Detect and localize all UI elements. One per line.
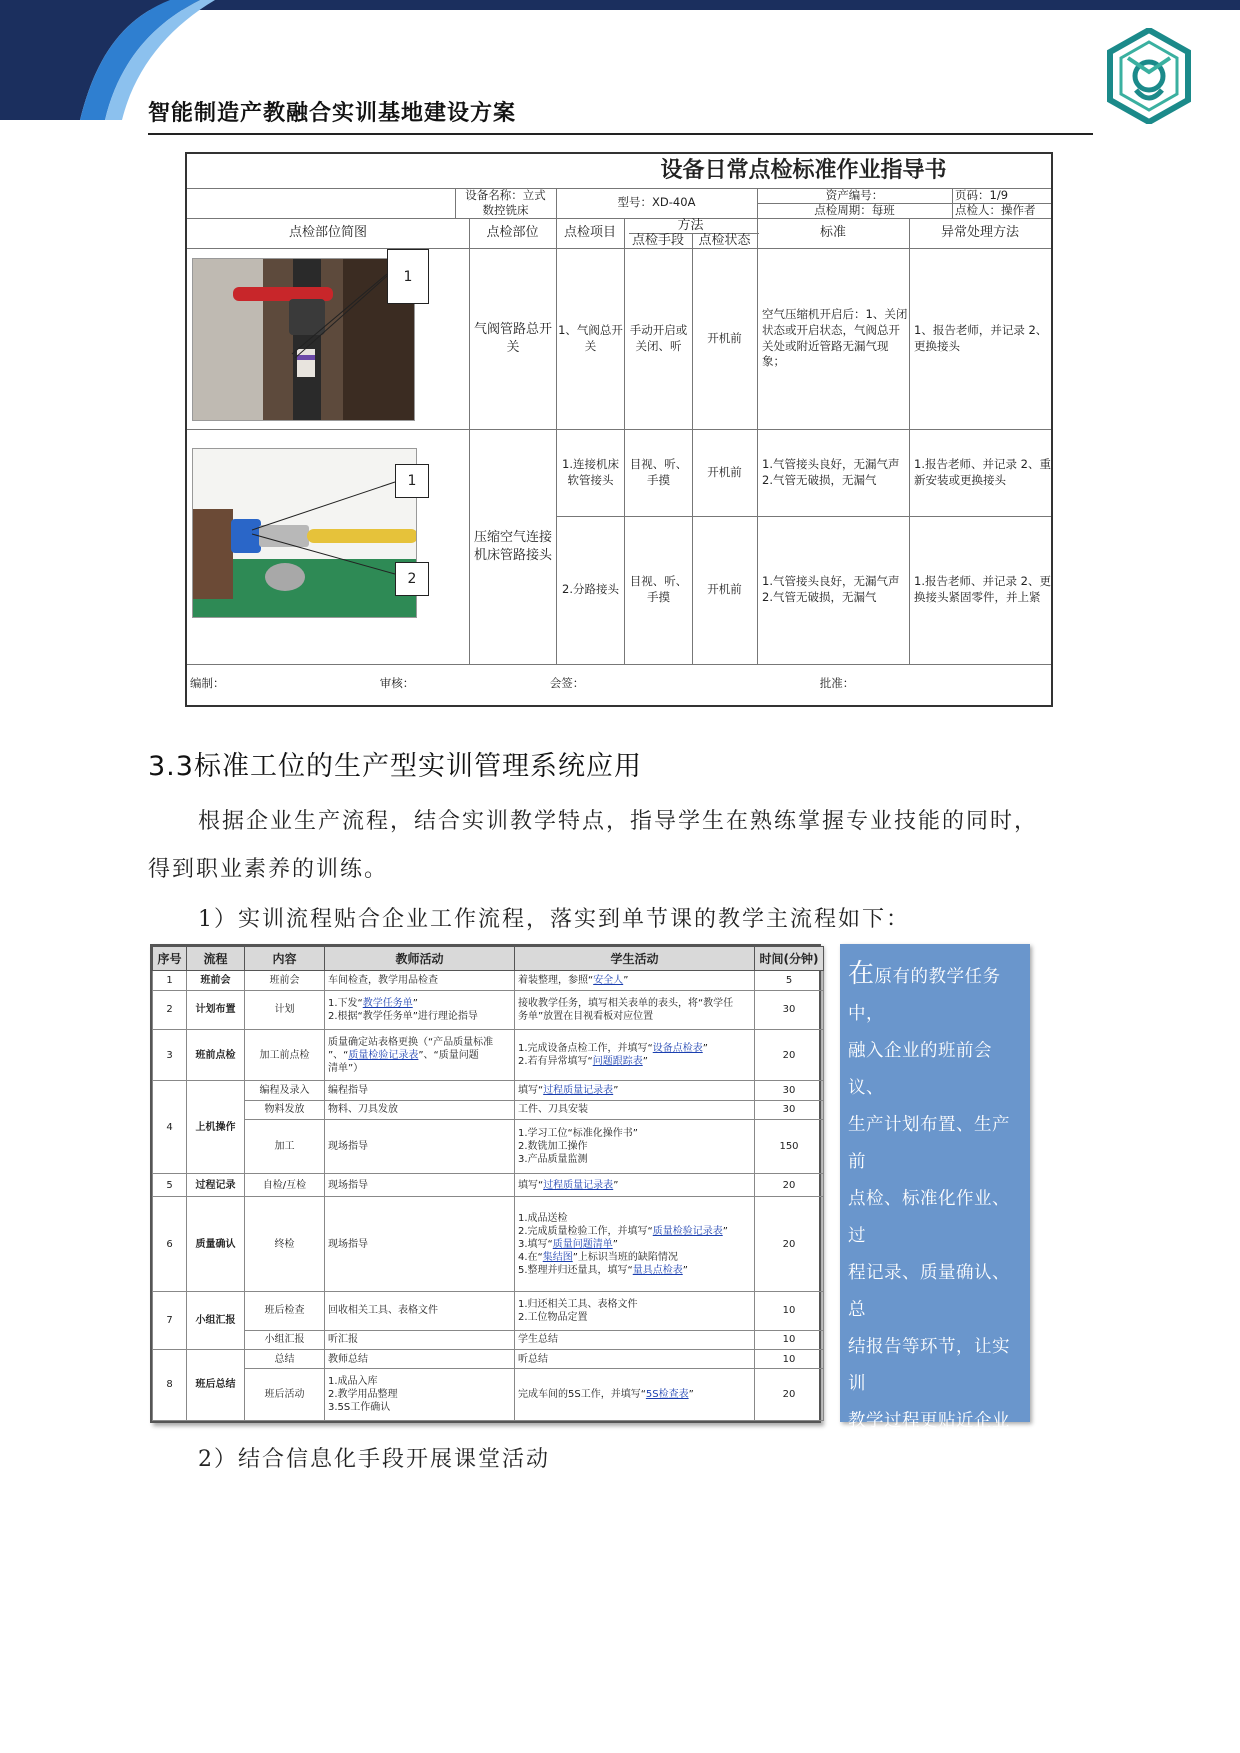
time: 20 [755, 1029, 824, 1081]
col-header-student: 学生活动 [515, 947, 755, 971]
teacher-activity: 现场指导 [325, 1120, 515, 1174]
table-row [153, 1291, 824, 1330]
section-heading: 3.3标准工位的生产型实训管理系统应用 [148, 751, 642, 782]
student-activity: 着装整理，参照“安全人” [515, 970, 755, 990]
table-header-row [153, 947, 824, 971]
flow-name: 计划布置 [187, 991, 245, 1030]
panel-line: 融入企业的班前会议、 [848, 1041, 992, 1098]
row1-means: 手动开启或关闭、听 [629, 322, 688, 353]
form-link[interactable]: 质量检验记录表 [348, 1049, 419, 1061]
teacher-activity: 教师总结 [325, 1349, 515, 1368]
table-row [153, 1349, 824, 1368]
content: 班后活动 [245, 1369, 325, 1421]
inspection-sheet [185, 152, 1053, 707]
equipment-name-value: 数控铣床 [482, 203, 529, 217]
time: 30 [755, 1081, 824, 1100]
student-activity: 填写“过程质量记录表” [515, 1173, 755, 1197]
row1-item: 1、气阀总开关 [558, 322, 623, 353]
flow-name: 班前点检 [187, 1029, 245, 1081]
row2-means: 目视、听、手摸 [629, 456, 688, 487]
table-row [153, 1330, 824, 1349]
content: 加工前点检 [245, 1029, 325, 1081]
footer-approve: 批准： [819, 676, 855, 691]
row2-item: 1.连接机床软管接头 [562, 456, 619, 487]
time: 150 [755, 1120, 824, 1174]
inspection-cycle: 点检周期：每班 [814, 203, 895, 217]
teacher-activity: 编程指导 [325, 1081, 515, 1100]
table-row [153, 970, 824, 990]
table-row [153, 1100, 824, 1119]
student-activity: 1.学习工位“标准化操作书” 2.数铣加工操作 3.产品质量监测 [515, 1120, 755, 1174]
teacher-activity: 质量确定站表格更换（“产品质量标准 ”、“质量检验记录表”、“质量问题 清单”） [325, 1029, 515, 1081]
callout-label: 2 [395, 562, 429, 596]
sheet-title: 设备日常点检标准作业指导书 [660, 157, 947, 184]
col-header-diagram: 点检部位简图 [288, 225, 367, 241]
teacher-activity: 1.成品入库 2.教学用品整理 3.5S工作确认 [325, 1369, 515, 1421]
callout-leader-line [247, 474, 397, 584]
row-number: 3 [153, 1029, 187, 1081]
time: 10 [755, 1330, 824, 1349]
document-title: 智能制造产教融合实训基地建设方案 [148, 101, 517, 126]
col-header-state: 点检状态 [698, 233, 751, 248]
col-header-means: 点检手段 [631, 233, 684, 248]
row-number: 7 [153, 1291, 187, 1349]
col-header-teacher: 教师活动 [325, 947, 515, 971]
content: 物料发放 [245, 1100, 325, 1119]
teacher-activity: 物料、刀具发放 [325, 1100, 515, 1119]
flow-name: 小组汇报 [187, 1291, 245, 1349]
col-header-part: 点检部位 [486, 225, 539, 241]
col-header-item: 点检项目 [563, 225, 616, 241]
teacher-activity: 现场指导 [325, 1197, 515, 1292]
content: 班前会 [245, 970, 325, 990]
panel-line: 程记录、质量确认、总 [848, 1263, 1010, 1320]
footer-sign: 会签： [549, 676, 585, 691]
time: 20 [755, 1369, 824, 1421]
row3-means: 目视、听、手摸 [629, 574, 688, 604]
row-number: 2 [153, 991, 187, 1030]
panel-line: 结报告等环节，让实训 [848, 1337, 1010, 1394]
row1-part: 气阀管路总开关 [473, 321, 552, 355]
content: 小组汇报 [245, 1330, 325, 1349]
content: 总结 [245, 1349, 325, 1368]
row3-state: 开机前 [707, 582, 742, 597]
panel-line: 点检、标准化作业、过 [848, 1189, 1010, 1246]
student-activity: 接收教学任务，填写相关表单的表头，将“教学任 务单”放置在目视看板对应位置 [515, 991, 755, 1030]
flow-name: 质量确认 [187, 1197, 245, 1292]
teacher-activity: 车间检查，教学用品检查 [325, 970, 515, 990]
flow-name: 过程记录 [187, 1173, 245, 1197]
row1-state: 开机前 [707, 330, 742, 345]
time: 20 [755, 1197, 824, 1292]
panel-line: 际生产，实训氛围更加 [848, 1485, 1010, 1542]
panel-line: 生产计划布置、生产前 [848, 1115, 1010, 1172]
student-activity: 1.归还相关工具、表格文件 2.工位物品定置 [515, 1291, 755, 1330]
row-number: 8 [153, 1349, 187, 1420]
col-header-content: 内容 [245, 947, 325, 971]
row-number: 1 [153, 970, 187, 990]
student-activity: 学生总结 [515, 1330, 755, 1349]
row2-state: 开机前 [707, 464, 742, 479]
callout-label: 1 [395, 464, 429, 498]
paragraph-line: 得到职业素养的训练。 [148, 857, 389, 882]
flow-name: 上机操作 [187, 1081, 245, 1173]
content: 计划 [245, 991, 325, 1030]
student-activity: 1.成品送检 2.完成质量检验工作，并填写“质量检验记录表” 3.填写“质量问题清单” 4.在“集结图”上标识当班的缺陷情况 5.整理并归还量具，填写“量具点检表” [515, 1197, 755, 1292]
inspector: 点检人：操作者 [955, 203, 1036, 217]
form-link[interactable]: 安全人 [593, 974, 624, 986]
list-item-2: 2）结合信息化手段开展课堂活动 [198, 1447, 550, 1472]
callout-leader-line [287, 264, 397, 364]
content: 终检 [245, 1197, 325, 1292]
content: 编程及录入 [245, 1081, 325, 1100]
col-header-standard: 标准 [819, 225, 846, 241]
row3-standard: 1.气管接头良好，无漏气声 2.气管无破损，无漏气 [762, 574, 900, 604]
form-link[interactable]: 5S检查表 [645, 1389, 689, 1401]
panel-line: 企业化 [848, 1559, 902, 1579]
table-row [153, 1369, 824, 1421]
time: 20 [755, 1173, 824, 1197]
flow-name: 班前会 [187, 970, 245, 990]
row3-abnormal: 1.报告老师、并记录 2、更换接头紧固零件，并上紧 [914, 574, 1051, 604]
time: 10 [755, 1291, 824, 1330]
list-item-1: 1）实训流程贴合企业工作流程，落实到单节课的教学主流程如下： [198, 907, 910, 932]
row2-standard: 1.气管接头良好，无漏气声 2.气管无破损，无漏气 [762, 456, 900, 487]
content: 班后检查 [245, 1291, 325, 1330]
teacher-activity: 1.下发“教学任务单” 2.根据“教学任务单”进行理论指导 [325, 991, 515, 1030]
panel-line: 在原有的教学任务中， [848, 959, 1001, 1024]
school-logo [1106, 28, 1192, 124]
content: 自检/互检 [245, 1173, 325, 1197]
form-link[interactable]: 过程质量记录表 [543, 1179, 614, 1191]
row-number: 5 [153, 1173, 187, 1197]
teacher-activity: 现场指导 [325, 1173, 515, 1197]
table-row [153, 1029, 824, 1081]
footer-author: 编制： [190, 676, 225, 691]
callout-label: 1 [387, 249, 429, 304]
header-divider [148, 133, 1093, 135]
summary-panel [840, 944, 1030, 1579]
student-activity: 完成车间的5S工作，并填写“5S检查表” [515, 1369, 755, 1421]
student-activity: 听总结 [515, 1349, 755, 1368]
teacher-activity: 回收相关工具、表格文件 [325, 1291, 515, 1330]
row3-item: 2.分路接头 [562, 582, 619, 597]
form-link[interactable]: 量具点检表 [632, 1264, 683, 1276]
table-row [153, 1197, 824, 1292]
student-activity: 工件、刀具安装 [515, 1100, 755, 1119]
content: 加工 [245, 1120, 325, 1174]
row1-standard: 空气压缩机开启后：1、关闭状态或开启状态，气阀总开关处或附近管路无漏气现象； [762, 307, 908, 369]
table-row [153, 1081, 824, 1100]
teacher-activity: 听汇报 [325, 1330, 515, 1349]
row1-abnormal: 1、报告老师，并记录 2、更换接头 [914, 322, 1048, 353]
time: 30 [755, 991, 824, 1030]
table-row [153, 991, 824, 1030]
form-link[interactable]: 过程质量记录表 [543, 1084, 614, 1096]
footer-review: 审核： [379, 676, 415, 691]
time: 5 [755, 970, 824, 990]
form-link[interactable]: 集结图 [542, 1251, 573, 1263]
table-row [153, 1120, 824, 1174]
flow-name: 班后总结 [187, 1349, 245, 1420]
form-link[interactable]: 教学任务单 [362, 997, 413, 1009]
row-number: 6 [153, 1197, 187, 1292]
student-activity: 填写“过程质量记录表” [515, 1081, 755, 1100]
row2-part: 压缩空气连接机床管路接头 [473, 529, 552, 563]
col-header-abnormal: 异常处理方法 [940, 225, 1019, 241]
model-number: 型号：XD-40A [617, 195, 696, 210]
teaching-flow-table [150, 944, 821, 1423]
col-header-method: 方法 [677, 218, 704, 233]
panel-line: 教学过程更贴近企业实 [848, 1411, 1010, 1468]
row2-abnormal: 1.报告老师、并记录 2、重新安装或更换接头 [914, 456, 1051, 487]
form-link[interactable]: 质量问题清单 [552, 1238, 613, 1250]
page-number: 页码：1/9 [955, 188, 1009, 202]
form-link[interactable]: 设备点检表 [652, 1043, 703, 1055]
student-activity: 1.完成设备点检工作，并填写“设备点检表” 2.若有异常填写“问题跟踪表” [515, 1029, 755, 1081]
col-header-no: 序号 [153, 947, 187, 971]
col-header-flow: 流程 [187, 947, 245, 971]
paragraph-line: 根据企业生产流程，结合实训教学特点，指导学生在熟练掌握专业技能的同时， [198, 809, 1039, 834]
equipment-name-label: 设备名称：立式 [465, 188, 546, 203]
time: 10 [755, 1349, 824, 1368]
asset-number: 资产编号： [825, 188, 884, 202]
row-number: 4 [153, 1081, 187, 1173]
col-header-time: 时间(分钟) [755, 947, 824, 971]
time: 30 [755, 1100, 824, 1119]
form-link[interactable]: 质量检验记录表 [652, 1225, 723, 1237]
table-row [153, 1173, 824, 1197]
form-link[interactable]: 问题跟踪表 [592, 1056, 643, 1068]
